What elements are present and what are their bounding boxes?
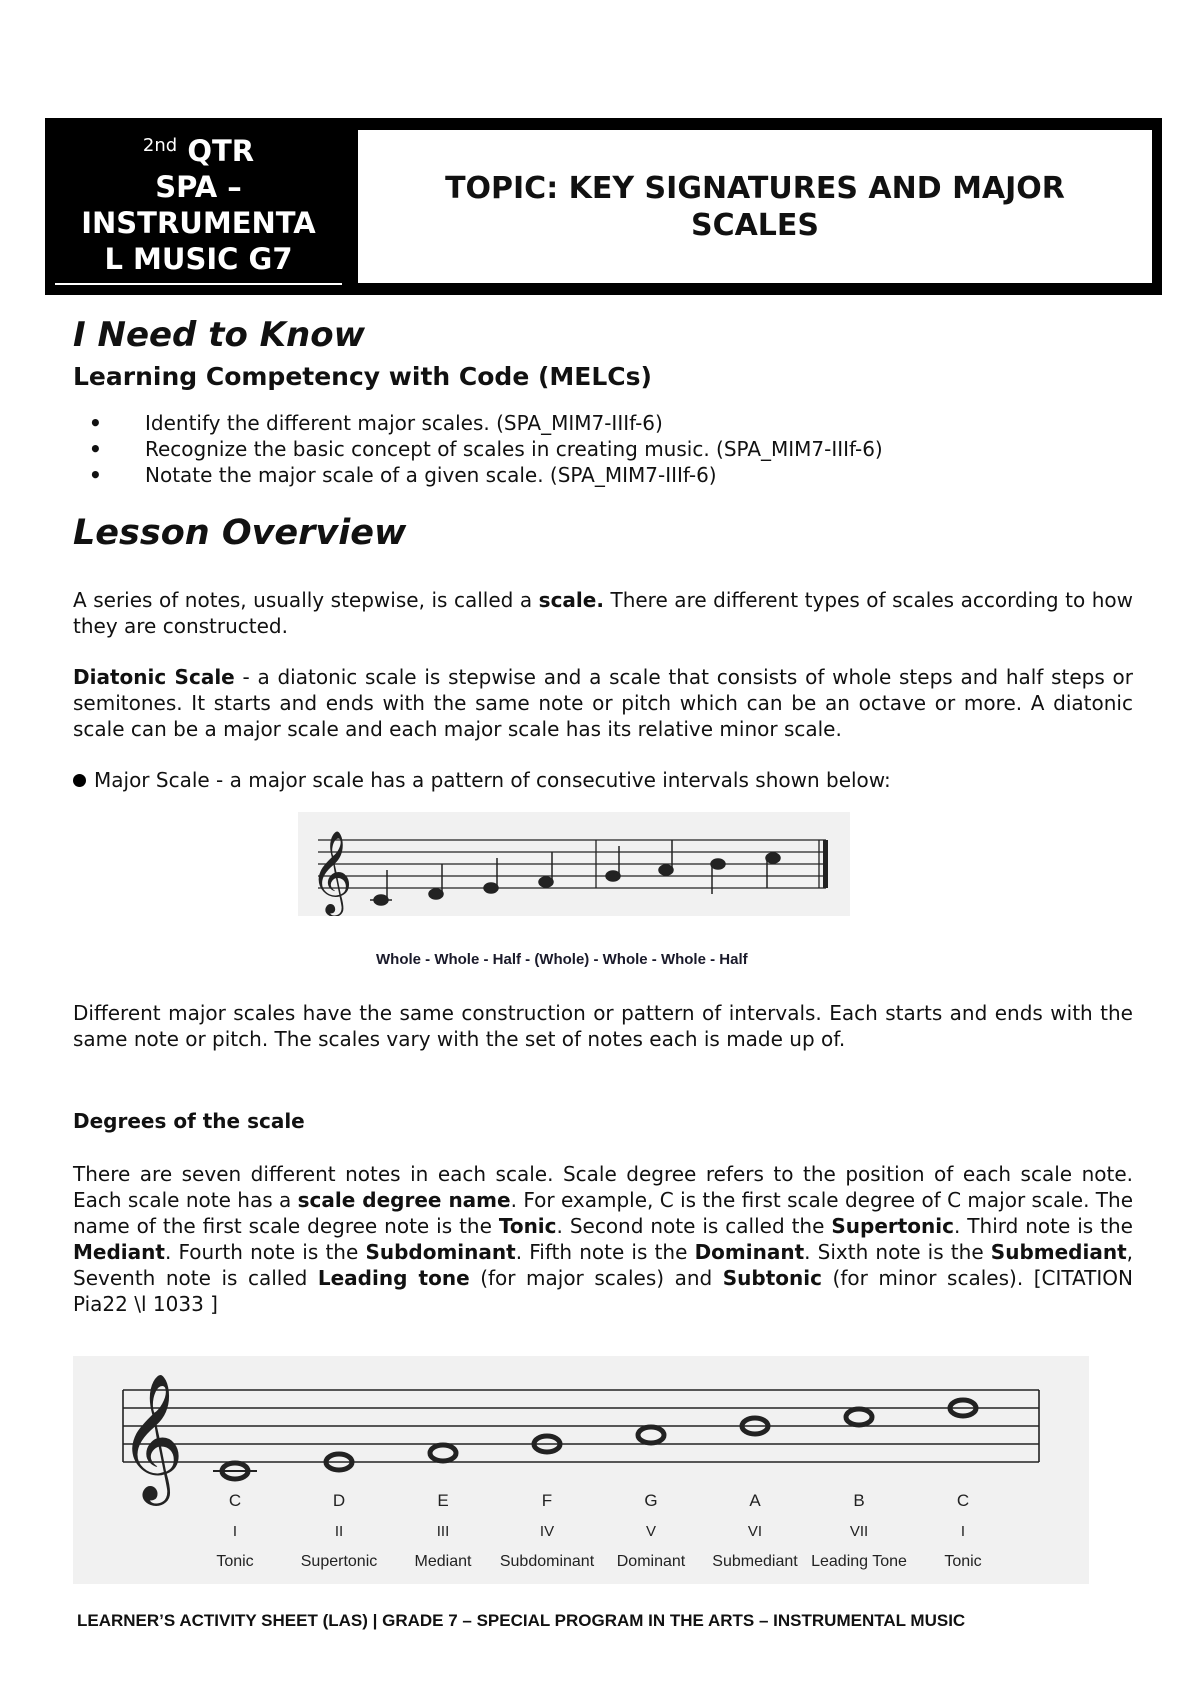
list-item: • Identify the different major scales. (SPA_MIM7-IIIf-6) (73, 410, 883, 436)
paragraph-text: , Seventh note is called (73, 1240, 1133, 1290)
note-degree-name-label: Dominant (616, 1553, 686, 1570)
paragraph-text: . Second note is called the (556, 1214, 832, 1238)
note-degree-name-label: Mediant (414, 1553, 472, 1570)
treble-clef-icon: 𝄞 (310, 832, 353, 912)
need-to-know-heading: I Need to Know (73, 315, 366, 355)
note-letter-label: G (644, 1491, 658, 1510)
note-letter-label: C (228, 1491, 242, 1510)
note-degree-name-label: Submediant (712, 1553, 798, 1570)
note-numeral-label: IV (539, 1523, 555, 1540)
whole-note (846, 1409, 872, 1425)
scale-term: scale. (538, 588, 604, 612)
paragraph-text: - a diatonic scale is stepwise and a scale that consists of whole steps and half steps or semitones. It starts and ends with the same note or pitch which can be an octave or more. A diatonic scale can be a major scale and each major scale has its relative minor scale. (73, 665, 1134, 741)
note-numeral-label: VI (747, 1523, 763, 1540)
term-subtonic: Subtonic (722, 1266, 822, 1290)
term-mediant: Mediant (73, 1240, 165, 1264)
list-item: • Recognize the basic concept of scales in creating music. (SPA_MIM7-IIIf-6) (73, 436, 883, 462)
subject-line-3: INSTRUMENTA (81, 206, 316, 240)
note-letter-label: A (749, 1491, 761, 1510)
treble-clef-icon: 𝄞 (119, 1375, 185, 1498)
note-letter-label: D (332, 1491, 346, 1510)
note-numeral-label: V (645, 1523, 657, 1540)
term-leading-tone: Leading tone (317, 1266, 470, 1290)
note-letter-label: B (853, 1491, 865, 1510)
note-degree-name-label: Supertonic (300, 1553, 378, 1570)
degrees-paragraph (73, 1161, 1133, 1317)
note-letter-label: F (541, 1491, 553, 1510)
paragraph-text: (for major scales) and (469, 1266, 723, 1290)
note-numeral-label: III (436, 1523, 450, 1540)
note-numeral-label: I (232, 1523, 238, 1540)
whole-note (430, 1445, 456, 1461)
term-submediant: Submediant (990, 1240, 1127, 1264)
paragraph-text: . Fourth note is the (164, 1240, 366, 1264)
major-scale-paragraph (73, 767, 1133, 793)
subject-line-4: L MUSIC G7 (104, 242, 293, 276)
footer: LEARNER’S ACTIVITY SHEET (LAS) | GRADE 7 – SPECIAL PROGRAM IN THE ARTS – INSTRUMENTAL MUSIC (77, 1611, 966, 1630)
note-letter-label: C (956, 1491, 970, 1510)
paragraph-text: . Sixth note is the (804, 1240, 991, 1264)
diatonic-scale-term: Diatonic Scale (73, 665, 235, 689)
scale-degrees-staff-image (73, 1356, 1089, 1584)
topic-box (358, 130, 1152, 283)
competency-list (73, 410, 883, 488)
term-scale-degree-name: scale degree name (297, 1188, 511, 1212)
subject-line-2: SPA – (155, 170, 242, 204)
paragraph-text: Major Scale - a major scale has a pattern of consecutive intervals shown below: (94, 768, 891, 792)
paragraph-text: There are seven different notes in each scale. Scale degree refers to the position of each scale note. Each scale note has a (73, 1162, 1133, 1212)
paragraph-text: . Fifth note is the (515, 1240, 695, 1264)
quarter-superscript: 2nd (142, 135, 178, 156)
paragraph-text: . Third note is the (954, 1214, 1133, 1238)
note-numeral-label: VII (849, 1523, 869, 1540)
major-scale-staff-image (298, 812, 850, 916)
diatonic-scale-paragraph (73, 664, 1133, 742)
note-degree-name-label: Leading Tone (811, 1553, 907, 1570)
note-degree-name-label: Subdominant (499, 1553, 595, 1570)
interval-pattern-caption: Whole - Whole - Half - (Whole) - Whole - Whole - Half (376, 951, 748, 968)
note-degree-name-label: Tonic (944, 1553, 982, 1570)
whole-note (638, 1427, 664, 1443)
note-degree-name-label: Tonic (216, 1553, 254, 1570)
major-scales-construction-paragraph: Different major scales have the same construction or pattern of intervals. Each starts and ends with the same note or pitch. The scales vary with the set of notes each is made up of. (73, 1001, 1133, 1051)
term-subdominant: Subdominant (365, 1240, 516, 1264)
term-dominant: Dominant (694, 1240, 805, 1264)
quarter-label: QTR (187, 134, 255, 168)
paragraph-text: There are different types of scales according to how they are constructed. (73, 588, 1133, 638)
competency-heading: Learning Competency with Code (MELCs) (73, 362, 652, 391)
paragraph-text: (for minor scales). [CITATION Pia22 \l 1033 ] (73, 1266, 1133, 1316)
topic-title-line-1: TOPIC: KEY SIGNATURES AND MAJOR (445, 170, 1065, 206)
subject-underline (55, 283, 342, 285)
paragraph-text: A series of notes, usually stepwise, is called a (73, 588, 539, 612)
bullet-icon (73, 774, 86, 787)
header-box (45, 118, 1162, 295)
lesson-overview-heading: Lesson Overview (73, 513, 407, 553)
note-letter-label: E (437, 1491, 449, 1510)
term-supertonic: Supertonic (831, 1214, 954, 1238)
degrees-heading: Degrees of the scale (73, 1109, 305, 1133)
note-numeral-label: I (960, 1523, 966, 1540)
scale-definition-paragraph (73, 587, 1133, 639)
paragraph-text: . For example, C is the first scale degree of C major scale. The name of the first scale degree note is the (73, 1188, 1134, 1238)
list-item: • Notate the major scale of a given scale. (SPA_MIM7-IIIf-6) (73, 462, 883, 488)
note-numeral-label: II (334, 1523, 344, 1540)
term-tonic: Tonic (498, 1214, 557, 1238)
topic-title-line-2: SCALES (690, 207, 820, 243)
subject-label (45, 118, 352, 295)
